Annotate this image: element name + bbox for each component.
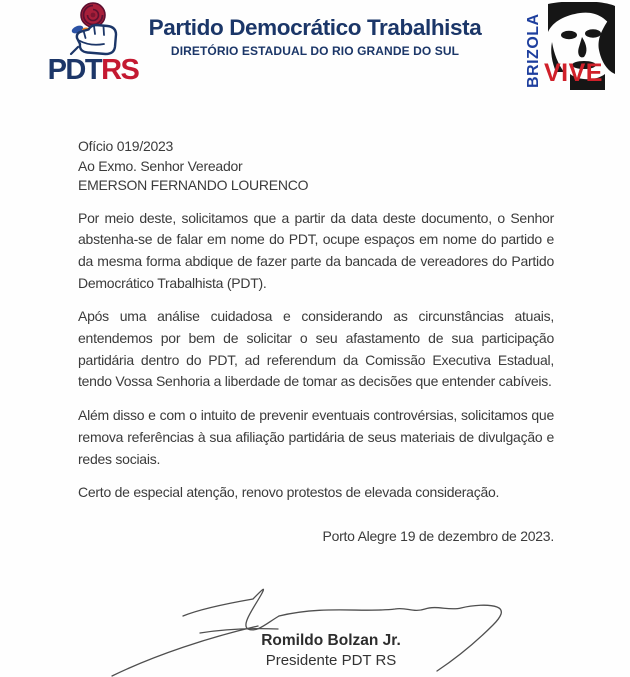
page-title: Partido Democrático Trabalhista	[148, 15, 482, 40]
brizola-vertical-text: BRIZOLA	[525, 13, 542, 88]
pdt-logo-pdt: PDT	[47, 54, 102, 86]
date-line: Porto Alegre 19 de dezembro de 2023.	[322, 527, 554, 544]
paragraph-2: Após uma análise cuidadosa e considerando as circunstâncias atuais, entendemos por bem de solicitar o seu afastamento de sua participação partidária dentro do PDT, ad referendum da Comissão Executiva Estadual, tendo Vossa Senhoria a liberdade de tomar as decisões que entender cabíveis.	[78, 308, 554, 390]
signatory-role: Presidente PDT RS	[265, 652, 397, 669]
oficio-reference: Ofício 019/2023	[78, 138, 174, 154]
vive-text: VIVE	[544, 59, 603, 87]
signatory-name: Romildo Bolzan Jr.	[261, 632, 401, 649]
page-subtitle: DIRETÓRIO ESTADUAL DO RIO GRANDE DO SUL	[170, 44, 460, 58]
pdt-logo-rs: RS	[101, 54, 139, 86]
addressee-line: Ao Exmo. Senhor Vereador	[78, 157, 243, 174]
signatory-block	[236, 631, 426, 670]
paragraph-3: Além disso e com o intuito de prevenir eventuais controvérsias, solicitamos que remova referências à sua afiliação partidária de seus materiais de divulgação e redes sociais.	[78, 407, 554, 467]
addressee-name: EMERSON FERNANDO LOURENCO	[78, 177, 309, 193]
brizola-vive-logo	[524, 2, 620, 92]
paragraph-4: Certo de especial atenção, renovo protestos de elevada consideração.	[78, 484, 500, 501]
pdt-logo-text	[38, 55, 148, 85]
paragraph-1: Por meio deste, solicitamos que a partir da data deste documento, o Senhor abstenha-se de falar em nome do PDT, ocupe espaços em nome do partido e da mesma forma abdique de fazer parte da bancada de vereadores do Partido Democrático Trabalhista (PDT).	[78, 209, 554, 291]
rose-fist-icon	[65, 2, 121, 57]
header-titles	[120, 14, 510, 58]
letter-body	[78, 137, 554, 548]
